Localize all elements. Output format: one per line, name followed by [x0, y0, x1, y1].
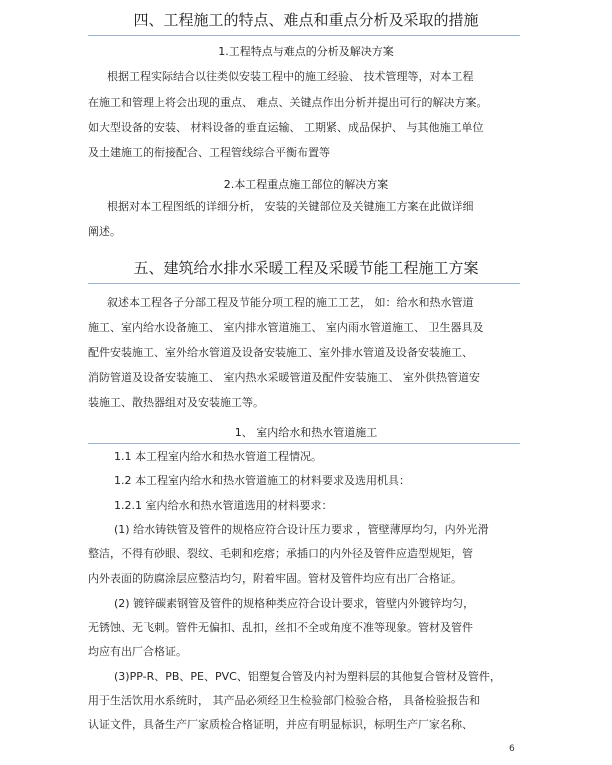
clause-item: 1.1 本工程室内给水和热水管道工程情况。 — [114, 450, 322, 463]
subsection-4-2-heading: 2.本工程重点施工部位的解决方案 — [223, 178, 389, 191]
body-line: (2) 镀锌碳素钢管及管件的规格种类应符合设计要求，管壁内外镀锌均匀， — [114, 597, 475, 610]
body-line: 均应有出厂合格证。 — [88, 645, 187, 658]
body-line: 内外表面的防腐涂层应整洁均匀，附着牢固。管材及管件均应有出厂合格证。 — [88, 572, 462, 585]
body-line: 叙述本工程各子分部工程及节能分项工程的施工工艺， 如：给水和热水管道 — [107, 296, 474, 309]
subsection-4-1-heading: 1.工程特点与难点的分析及解决方案 — [218, 45, 394, 58]
body-line: 根据对本工程图纸的详细分析， 安装的关键部位及关键施工方案在此做详细 — [107, 200, 474, 213]
section-4-heading: 四、工程施工的特点、难点和重点分析及采取的措施 — [133, 11, 479, 29]
body-line: 在施工和管理上将会出现的重点、 难点、关键点作出分析并提出可行的解决方案。 — [88, 96, 488, 109]
body-line: 认证文件，具备生产厂家质检合格证明，并应有明显标识，标明生产厂家名称、 — [88, 718, 473, 731]
body-line: (1) 给水铸铁管及管件的规格应符合设计压力要求 ，管壁薄厚均匀，内外光滑 — [114, 523, 489, 536]
heading-rule — [88, 443, 520, 444]
page-number: 6 — [509, 744, 515, 754]
heading-rule — [88, 283, 520, 284]
clause-item: 1.2 本工程室内给水和热水管道施工的材料要求及选用机具： — [114, 474, 410, 487]
body-line: 无锈蚀、无飞刺。管件无偏扣、乱扣，丝扣不全或角度不准等现象。管材及管件 — [88, 621, 473, 634]
body-line: 及土建施工的衔接配合、工程管线综合平衡布置等 — [88, 146, 330, 159]
heading-rule — [88, 35, 520, 36]
body-line: 根据工程实际结合以往类似安装工程中的施工经验、 技术管理等，对本工程 — [107, 70, 474, 83]
body-line: 装施工、散热器组对及安装施工等。 — [88, 396, 264, 409]
body-line: 如大型设备的安装、 材料设备的垂直运输、 工期紧、成品保护、 与其他施工单位 — [88, 121, 484, 134]
body-line: 整洁，不得有砂眼、裂纹、毛刺和疙瘩；承插口的内外径及管件应造型规矩，管 — [88, 547, 473, 560]
body-line: 施工、室内给水设备施工、 室内排水管道施工、 室内雨水管道施工、 卫生器具及 — [88, 321, 484, 334]
body-line: 阐述。 — [88, 225, 121, 238]
body-line: 用于生活饮用水系统时， 其产品必须经卫生检验部门检验合格， 具备检验报告和 — [88, 694, 480, 707]
body-line: 消防管道及设备安装施工、 室内热水采暖管道及配件安装施工、 室外供热管道安 — [88, 371, 480, 384]
clause-item: 1.2.1 室内给水和热水管道选用的材料要求： — [114, 499, 333, 512]
body-line: 配件安装施工、室外给水管道及设备安装施工、室外排水管道及设备安装施工、 — [88, 346, 473, 359]
subsection-5-1-heading: 1、 室内给水和热水管道施工 — [234, 426, 378, 439]
section-5-heading: 五、建筑给水排水采暖工程及采暖节能工程施工方案 — [133, 259, 479, 277]
body-line: (3)PP-R、PB、PE、PVC、铝塑复合管及内衬为塑料层的其他复合管材及管件， — [114, 670, 501, 683]
